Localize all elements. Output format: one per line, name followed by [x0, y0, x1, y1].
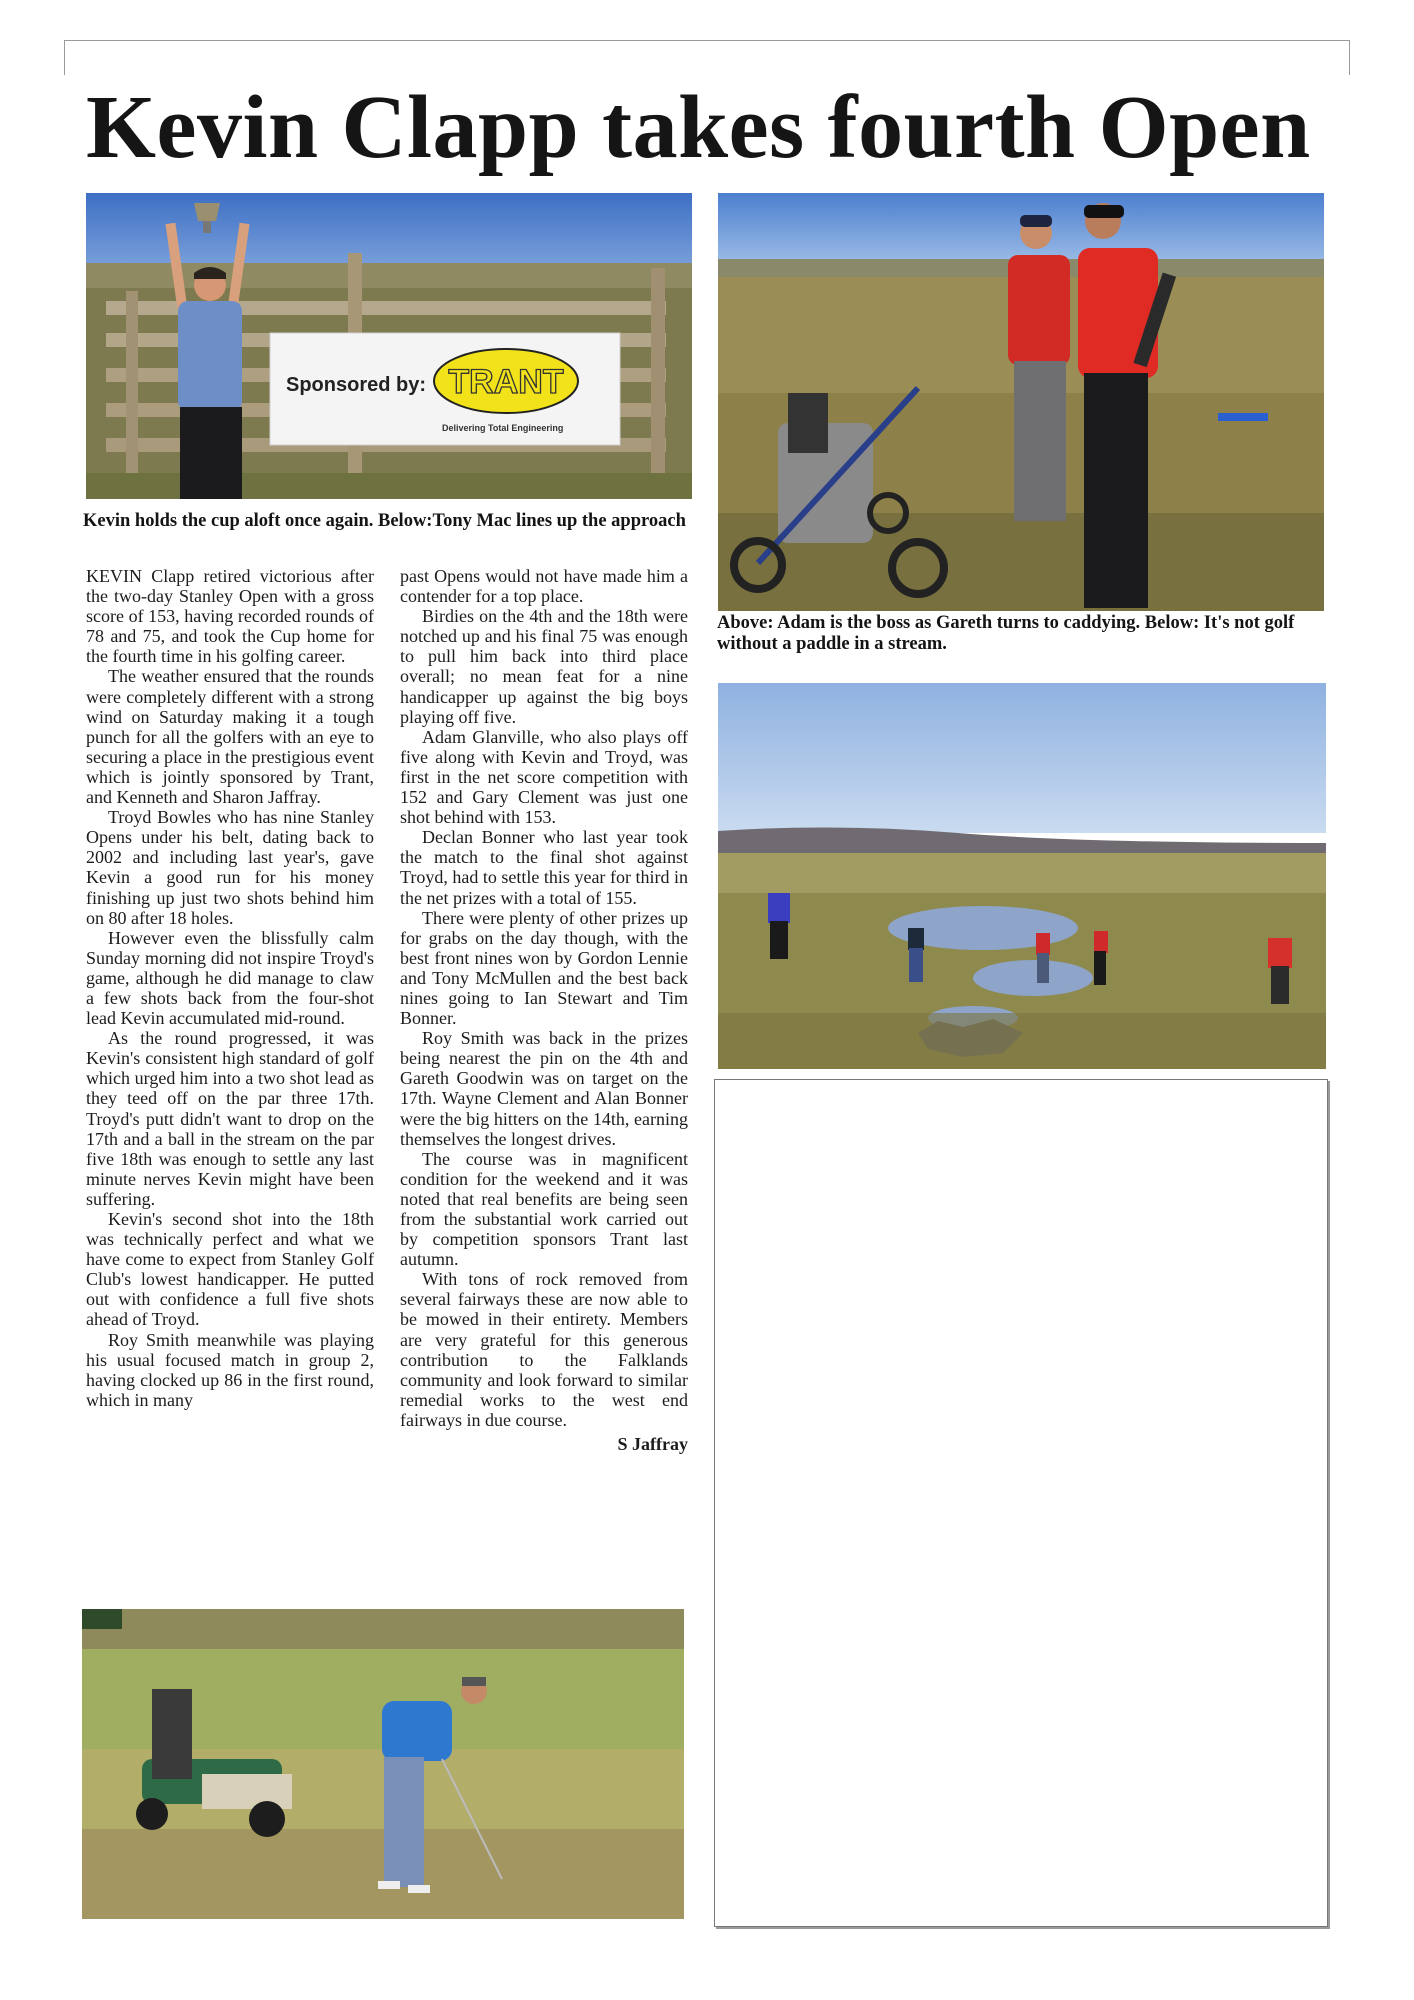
article-paragraph: past Opens would not have made him a contender for a top place. — [400, 566, 688, 607]
article-paragraph: Birdies on the 4th and the 18th were notched up and his final 75 was enough to pull him back into third place overall; no mean feat for a nine handicapper up against the big boys playing off five. — [400, 606, 688, 727]
article-paragraph: Adam Glanville, who also plays off five along with Kevin and Troyd, was first in the net score competition with 152 and Gary Clement was just one shot behind with 153. — [400, 726, 688, 828]
caption-photo-1: Kevin holds the cup aloft once again. Below:Tony Mac lines up the approach — [83, 511, 686, 531]
article-paragraph: Troyd Bowles who has nine Stanley Opens under his belt, dating back to 2002 and including last year's, gave Kevin a good run for his money finishing up just two shots behind him on 80 after 18 holes. — [86, 807, 374, 928]
article-paragraph: However even the blissfully calm Sunday morning did not inspire Troyd's game, although he did manage to claw a few shots back from the four-shot lead Kevin accumulated mid-round. — [86, 927, 374, 1029]
page-frame-left-rule — [64, 40, 65, 75]
article-paragraph: Kevin's second shot into the 18th was technically perfect and what we have come to expect from Stanley Golf Club's lowest handicapper. He putted out with confidence a full five shots ahead of Troyd. — [86, 1209, 374, 1330]
headline: Kevin Clapp takes fourth Open — [86, 78, 1311, 177]
article-column-1 — [86, 566, 374, 1410]
article-paragraph: Roy Smith was back in the prizes being nearest the pin on the 4th and Gareth Goodwin was on target on the 17th. Wayne Clement and Alan Bonner were the big hitters on the 14th, earning themselves the longest drives. — [400, 1028, 688, 1149]
banner-sponsored-text: Sponsored by: — [286, 374, 427, 396]
article-paragraph: The course was in magnificent condition for the weekend and it was noted that real benefits are being seen from the substantial work carried out by competition sponsors Trant last autumn. — [400, 1148, 688, 1270]
blank-content-box — [714, 1079, 1328, 1927]
trant-logo-text: TRANT — [448, 363, 564, 401]
article-byline: S Jaffray — [617, 1434, 688, 1455]
page-frame-right-rule — [1349, 40, 1350, 75]
page-frame-top-rule — [64, 40, 1350, 41]
photo-golfers-in-stream — [718, 683, 1326, 1069]
article-paragraph: As the round progressed, it was Kevin's consistent high standard of golf which urged him into a two shot lead as they teed off on the par three 17th. Troyd's putt didn't want to drop on the 17th and a ball in the stream on the par five 18th was enough to settle any last minute nerves Kevin might have been suffering. — [86, 1028, 374, 1209]
article-paragraph: With tons of rock removed from several fairways these are now able to be mowed in their entirety. Members are very grateful for this generous contribution to the Falklands community and look forward to similar remedial works to the west end fairways in due course. — [400, 1269, 688, 1430]
article-column-2 — [400, 566, 688, 1454]
article-paragraph: There were plenty of other prizes up for grabs on the day though, with the best front nines won by Gordon Lennie and Tony McMullen and the best back nines going to Ian Stewart and Tim Bonner. — [400, 907, 688, 1029]
caption-photo-2: Above: Adam is the boss as Gareth turns to caddying. Below: It's not golf without a paddle in a stream. — [717, 613, 1295, 654]
photo-kevin-with-cup — [86, 193, 692, 499]
trant-logo-tagline: Delivering Total Engineering — [442, 423, 564, 433]
article-paragraph: The weather ensured that the rounds were completely different with a strong wind on Saturday making it a tough punch for all the golfers with an eye to securing a place in the prestigious event which is jointly sponsored by Trant, and Kenneth and Sharon Jaffray. — [86, 666, 374, 808]
photo-tony-mac-approach — [82, 1609, 684, 1919]
article-paragraph: KEVIN Clapp retired victorious after the two-day Stanley Open with a gross score of 153, having recorded rounds of 78 and 75, and took the Cup home for the fourth time in his golfing career. — [86, 566, 374, 667]
article-paragraph: Roy Smith meanwhile was playing his usual focused match in group 2, having clocked up 86 in the first round, which in many — [86, 1329, 374, 1410]
article-paragraph: Declan Bonner who last year took the match to the final shot against Troyd, had to settle this year for third in the net prizes with a total of 155. — [400, 827, 688, 908]
photo-adam-and-gareth — [718, 193, 1324, 611]
